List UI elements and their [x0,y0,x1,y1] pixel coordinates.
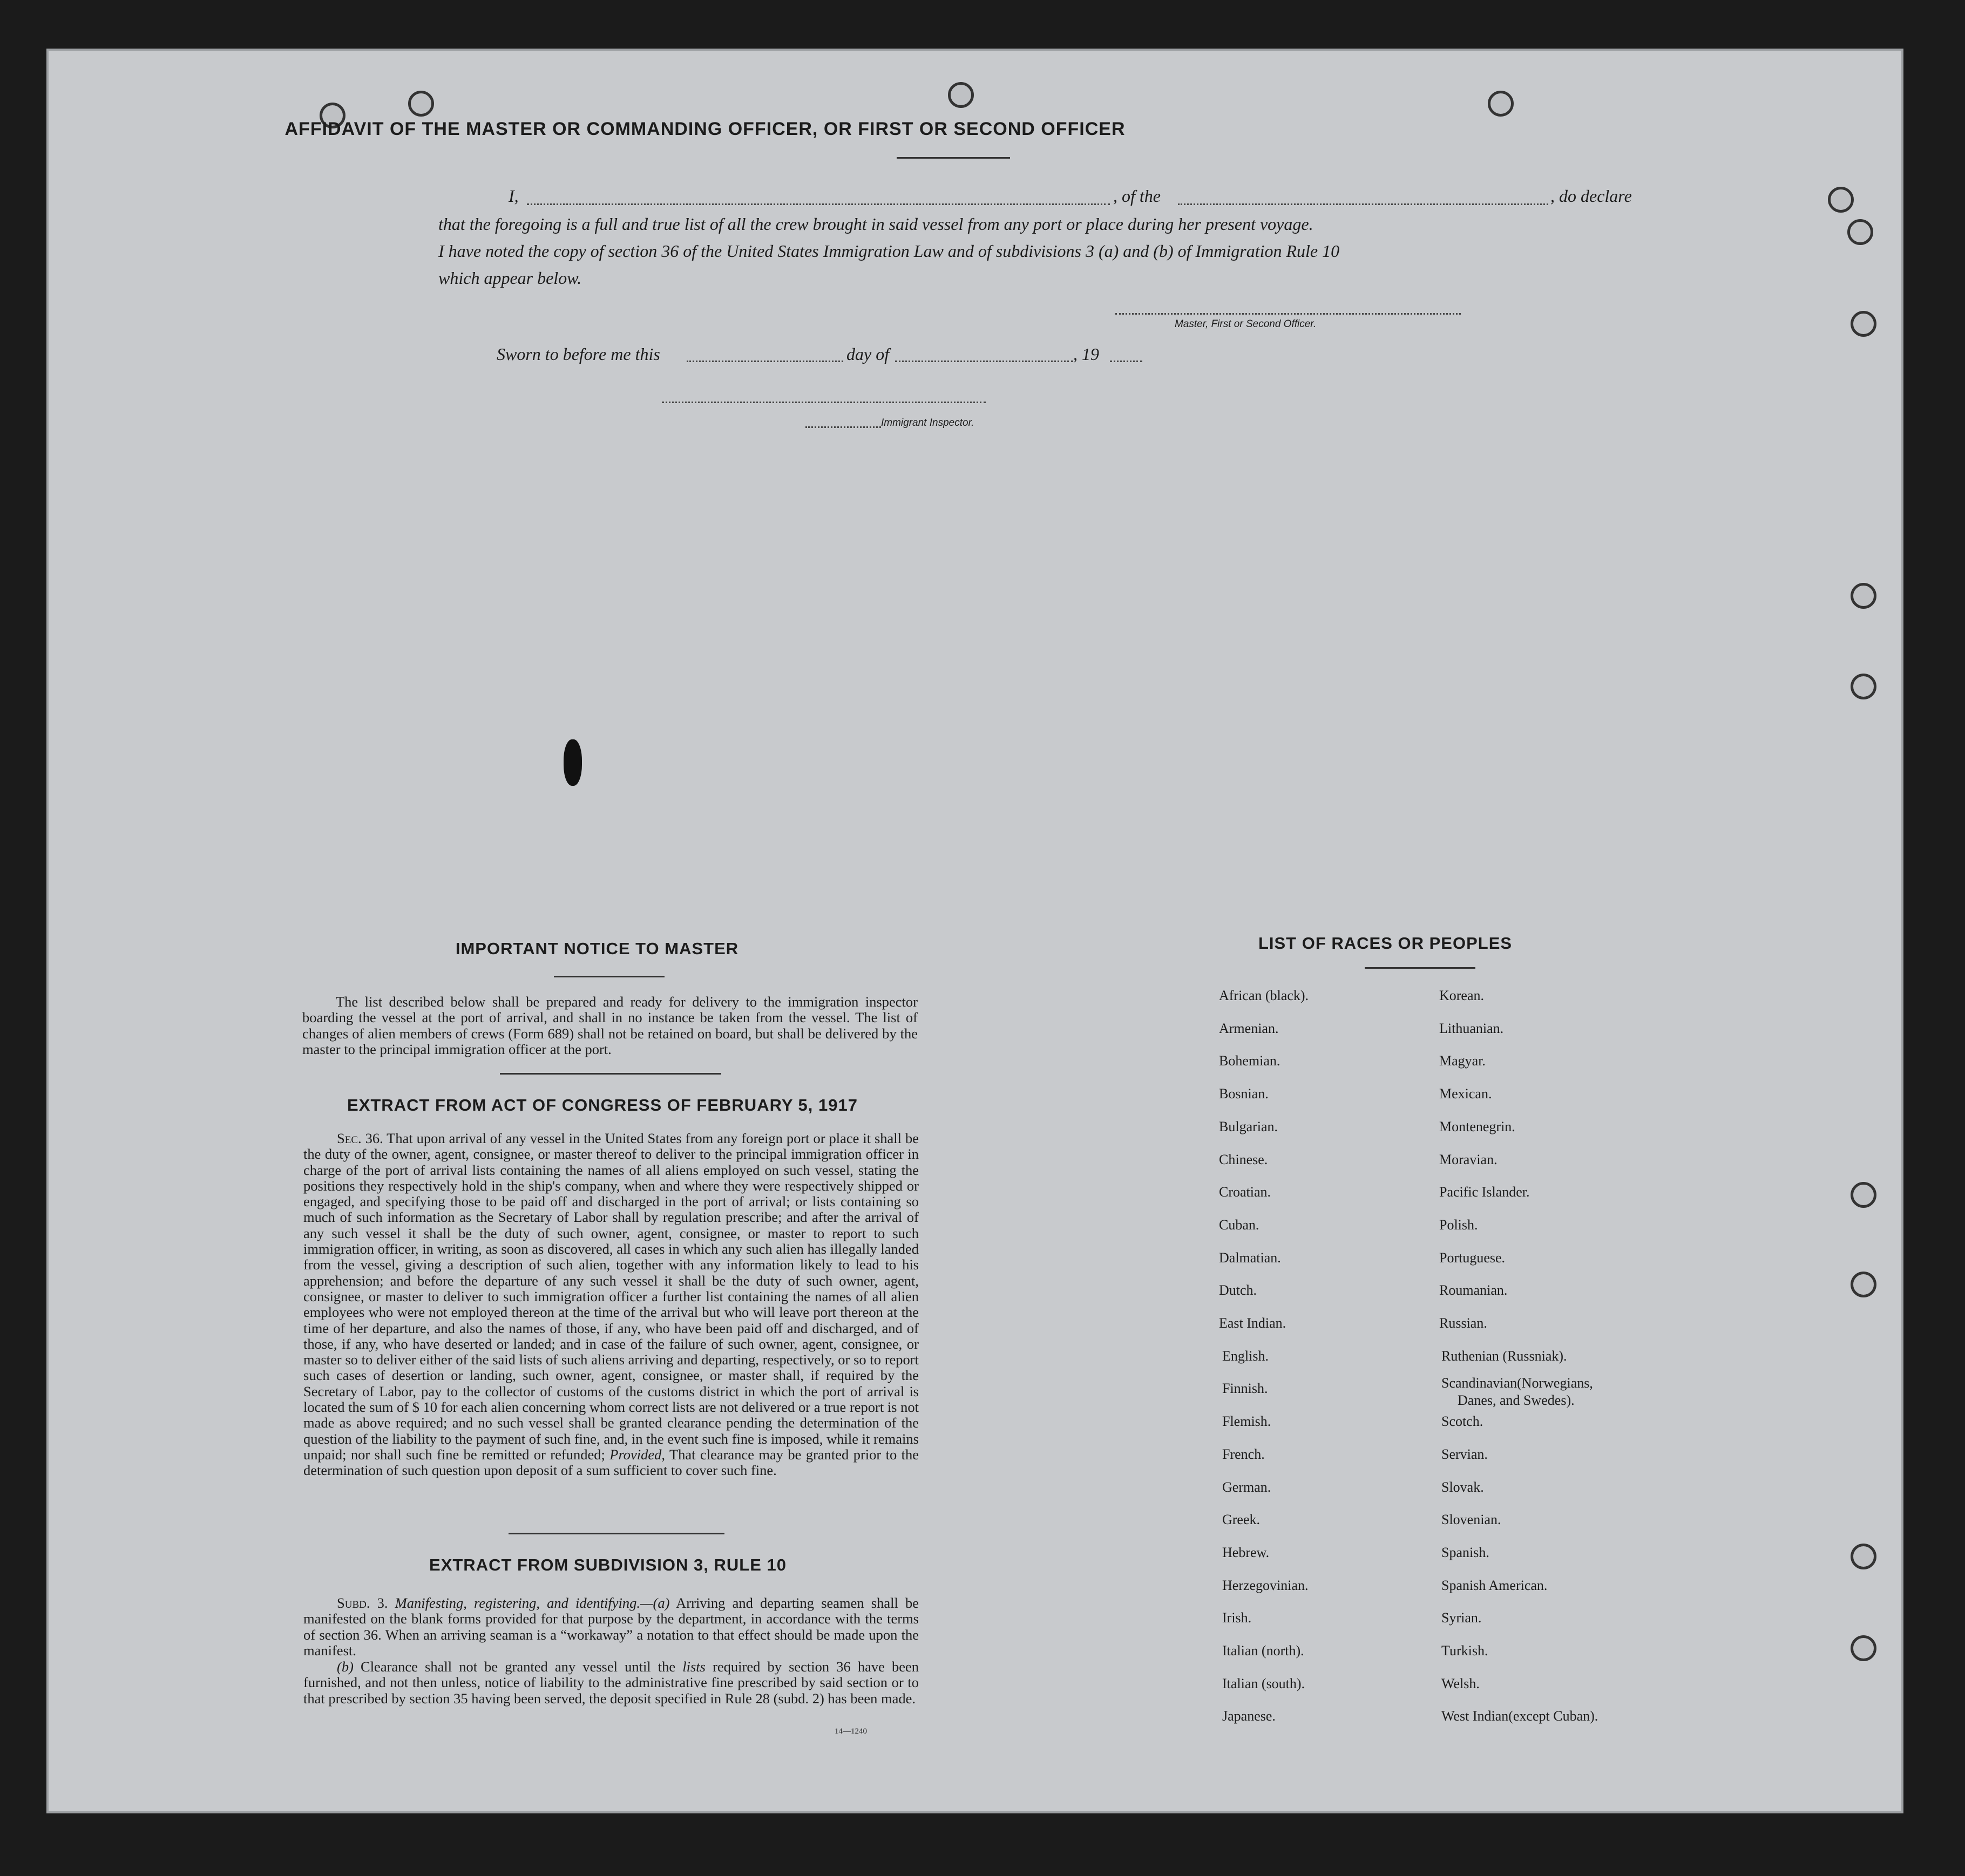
punch-hole [1847,219,1873,245]
race-item: Japanese. [1222,1708,1276,1724]
race-item: English. [1222,1348,1269,1364]
master-signature-line [1115,313,1461,315]
race-item: Chinese. [1219,1151,1268,1167]
form-number: 14—1240 [835,1727,867,1736]
punch-hole [1851,1544,1876,1569]
race-item: Hebrew. [1222,1544,1270,1560]
act-heading: EXTRACT FROM ACT OF CONGRESS OF FEBRUARY 5, 1917 [347,1096,858,1114]
race-item: Syrian. [1441,1610,1482,1626]
section-divider [509,1533,724,1534]
race-item: Scotch. [1441,1413,1483,1430]
race-item: Turkish. [1441,1643,1488,1659]
race-item: Finnish. [1222,1381,1268,1397]
sworn-text: Sworn to before me this [497,344,660,364]
inspector-signature-line [662,402,986,403]
punch-hole [1851,674,1876,699]
race-item: Moravian. [1439,1151,1498,1167]
race-item-continuation: Danes, and Swedes). [1458,1392,1575,1409]
race-item: West Indian(except Cuban). [1441,1708,1598,1724]
rule-subd-title: Manifesting, registering, and identifying.—(a) [395,1595,670,1611]
race-item: Spanish American. [1441,1577,1548,1593]
sworn-line [497,344,660,364]
race-item: Mexican. [1439,1086,1492,1102]
race-item: Polish. [1439,1216,1478,1233]
rule-para-b-2: required by section 36 have been furnished, and not then unless, notice of liability to the administrative fine prescribed by said section or to that prescribed by section 35 having been served, the deposit specified in Rule 28 (subd. 2) has been made. [303,1659,919,1707]
race-item: Spanish. [1441,1544,1489,1560]
affidavit-line-1 [438,186,1632,208]
master-caption: Master, First or Second Officer. [1175,318,1317,330]
notice-underline [554,976,665,977]
affidavit-declare: , do declare [1550,186,1632,206]
act-provided-text: That clearance may be granted prior to the determination of such question upon deposit of a sum sufficient to cover such fine. [303,1446,919,1479]
title-underline [897,157,1010,159]
race-item: Korean. [1439,988,1485,1003]
race-item: Irish. [1222,1610,1252,1626]
rule-b-label: (b) [337,1659,354,1675]
race-item: Scandinavian(Norwegians, [1441,1375,1593,1391]
race-item: Montenegrin. [1439,1118,1515,1134]
race-item: Bosnian. [1219,1086,1269,1102]
race-item: Cuban. [1219,1216,1259,1233]
rule-para-a-text: Arriving and departing seamen shall be manifested on the blank forms provided for that purpose by the department, in accordance with the terms of section 36. When an arriving seaman is a “workaway” a notation to that effect should be made upon the manifest. [303,1595,919,1659]
race-item: Magyar. [1439,1053,1486,1069]
race-item: Welsh. [1441,1675,1480,1691]
vessel-blank [1178,203,1548,205]
rule-para-a [303,1595,919,1659]
race-item: Dalmatian. [1219,1249,1281,1266]
race-item: Herzegovinian. [1222,1577,1309,1593]
race-item: Greek. [1222,1512,1261,1528]
race-item: Russian. [1439,1315,1487,1331]
affidavit-of-the: , of the [1113,186,1161,206]
punch-hole [948,82,974,108]
month-blank [895,361,1073,362]
inspector-caption: Immigrant Inspector. [881,417,974,429]
act-provided: Provided, [609,1446,666,1463]
punch-hole [1851,1635,1876,1661]
race-item: French. [1222,1446,1265,1462]
race-item: Roumanian. [1439,1282,1508,1299]
race-item: Italian (south). [1222,1675,1305,1691]
day-blank [687,361,843,362]
section-divider [500,1073,721,1075]
race-item: East Indian. [1219,1315,1286,1331]
race-item: Armenian. [1219,1020,1279,1036]
day-of-text: day of [846,344,890,364]
races-heading: LIST OF RACES OR PEOPLES [1258,934,1513,953]
punch-hole [1851,1182,1876,1208]
punch-hole [408,91,434,117]
race-item: Lithuanian. [1439,1020,1504,1036]
rule-para-b-lists: lists [682,1659,706,1675]
affidavit-line-4: which appear below. [438,268,582,288]
act-section-label: Sec. 36. [337,1130,383,1146]
race-item: Italian (north). [1222,1643,1304,1659]
year-text: , 19 [1073,344,1099,364]
act-body [303,1131,919,1479]
race-item: Bohemian. [1219,1053,1280,1069]
affidavit-line-2: that the foregoing is a full and true list of all the crew brought in said vessel from any port or place during her present voyage. [438,214,1313,234]
race-item: Ruthenian (Russniak). [1441,1348,1567,1364]
ink-blot [564,739,582,786]
race-item: Servian. [1441,1446,1488,1462]
act-text: That upon arrival of any vessel in the United States from any foreign port or place it shall be the duty of the owner, agent, consignee, or master thereof to deliver to the principal immigration officer in charge of the port of arrival lists containing the names of all aliens employed on such vessel, stating the positions they respectively hold in the ship's company, when and where they were respectively shipped or engaged, and specifying those to be paid off and discharged in the port of arrival; or lists containing so much of such information as the Secretary of Labor shall by regulation prescribe; and after the arrival of any such vessel it shall be the duty of such owner, agent, consignee, or master to report to such immigration officer, in writing, as soon as discovered, all cases in which any such alien has illegally landed from the vessel, giving a description of such alien, together with any information likely to lead to his apprehension; and before the departure of any such vessel it shall be the duty of such owner, agent, consignee, or master to deliver to such immigration officer a further list containing the names of all alien employees who were not employed thereon at the time of the arrival but who will leave port thereon at the time of her departure, and also the names of those, if any, who have been paid off and discharged, and of those, if any, who have deserted or landed; and in case of the failure of such owner, agent, consignee, or master so to deliver either of the said lists of such aliens arriving and departing, respectively, or so to report such cases of desertion or landing, such owner, agent, consignee, or master shall, if required by the Secretary of Labor, pay to the collector of customs of the customs district in which the port of arrival is located the sum of $ 10 for each alien concerning whom correct lists are not delivered or a true report is not made as above required; and no such vessel shall be granted clearance pending the determination of the question of the liability to the payment of such fine, and, in the event such fine is imposed, while it remains unpaid; nor shall such fine be remitted or refunded; [303,1130,919,1463]
rule-para-b-1: Clearance shall not be granted any vessel until the [361,1659,676,1675]
punch-hole [1851,583,1876,609]
race-item: Dutch. [1219,1282,1257,1299]
punch-hole [1828,187,1854,213]
year-blank [1110,361,1142,362]
notice-heading: IMPORTANT NOTICE TO MASTER [455,939,739,958]
rule-heading: EXTRACT FROM SUBDIVISION 3, RULE 10 [429,1555,787,1574]
rule-para-b [303,1659,919,1707]
race-item: Portuguese. [1439,1249,1506,1266]
races-underline [1365,967,1475,969]
affidavit-title: AFFIDAVIT OF THE MASTER OR COMMANDING OFFICER, OR FIRST OR SECOND OFFICER [284,119,1126,139]
race-item: Bulgarian. [1219,1118,1278,1134]
affidavit-line-3: I have noted the copy of section 36 of the United States Immigration Law and of subdivisions 3 (a) and (b) of Immigration Rule 10 [438,241,1340,261]
race-item: Croatian. [1219,1184,1271,1200]
punch-hole [1851,1272,1876,1297]
race-item: African (black). [1219,988,1309,1003]
race-item: Flemish. [1222,1413,1271,1430]
race-item: Pacific Islander. [1439,1184,1530,1200]
race-item: Slovak. [1441,1479,1484,1495]
race-item: Slovenian. [1441,1512,1501,1528]
notice-body: The list described below shall be prepared and ready for delivery to the immigration inspector boarding the vessel at the port of arrival, and shall in no instance be taken from the vessel. The list of changes of alien members of crews (Form 689) shall not be retained on board, but shall be delivered by the master to the principal immigration officer at the port. [302,994,918,1057]
rule-subd-label: Subd. 3. [337,1595,388,1611]
punch-hole [1488,91,1514,117]
inspector-caption-leader [805,426,881,428]
race-item: German. [1222,1479,1271,1495]
affidavit-i: I, [509,186,519,206]
name-blank [527,203,1110,205]
document-sheet [46,49,1903,1813]
punch-hole [1851,311,1876,337]
